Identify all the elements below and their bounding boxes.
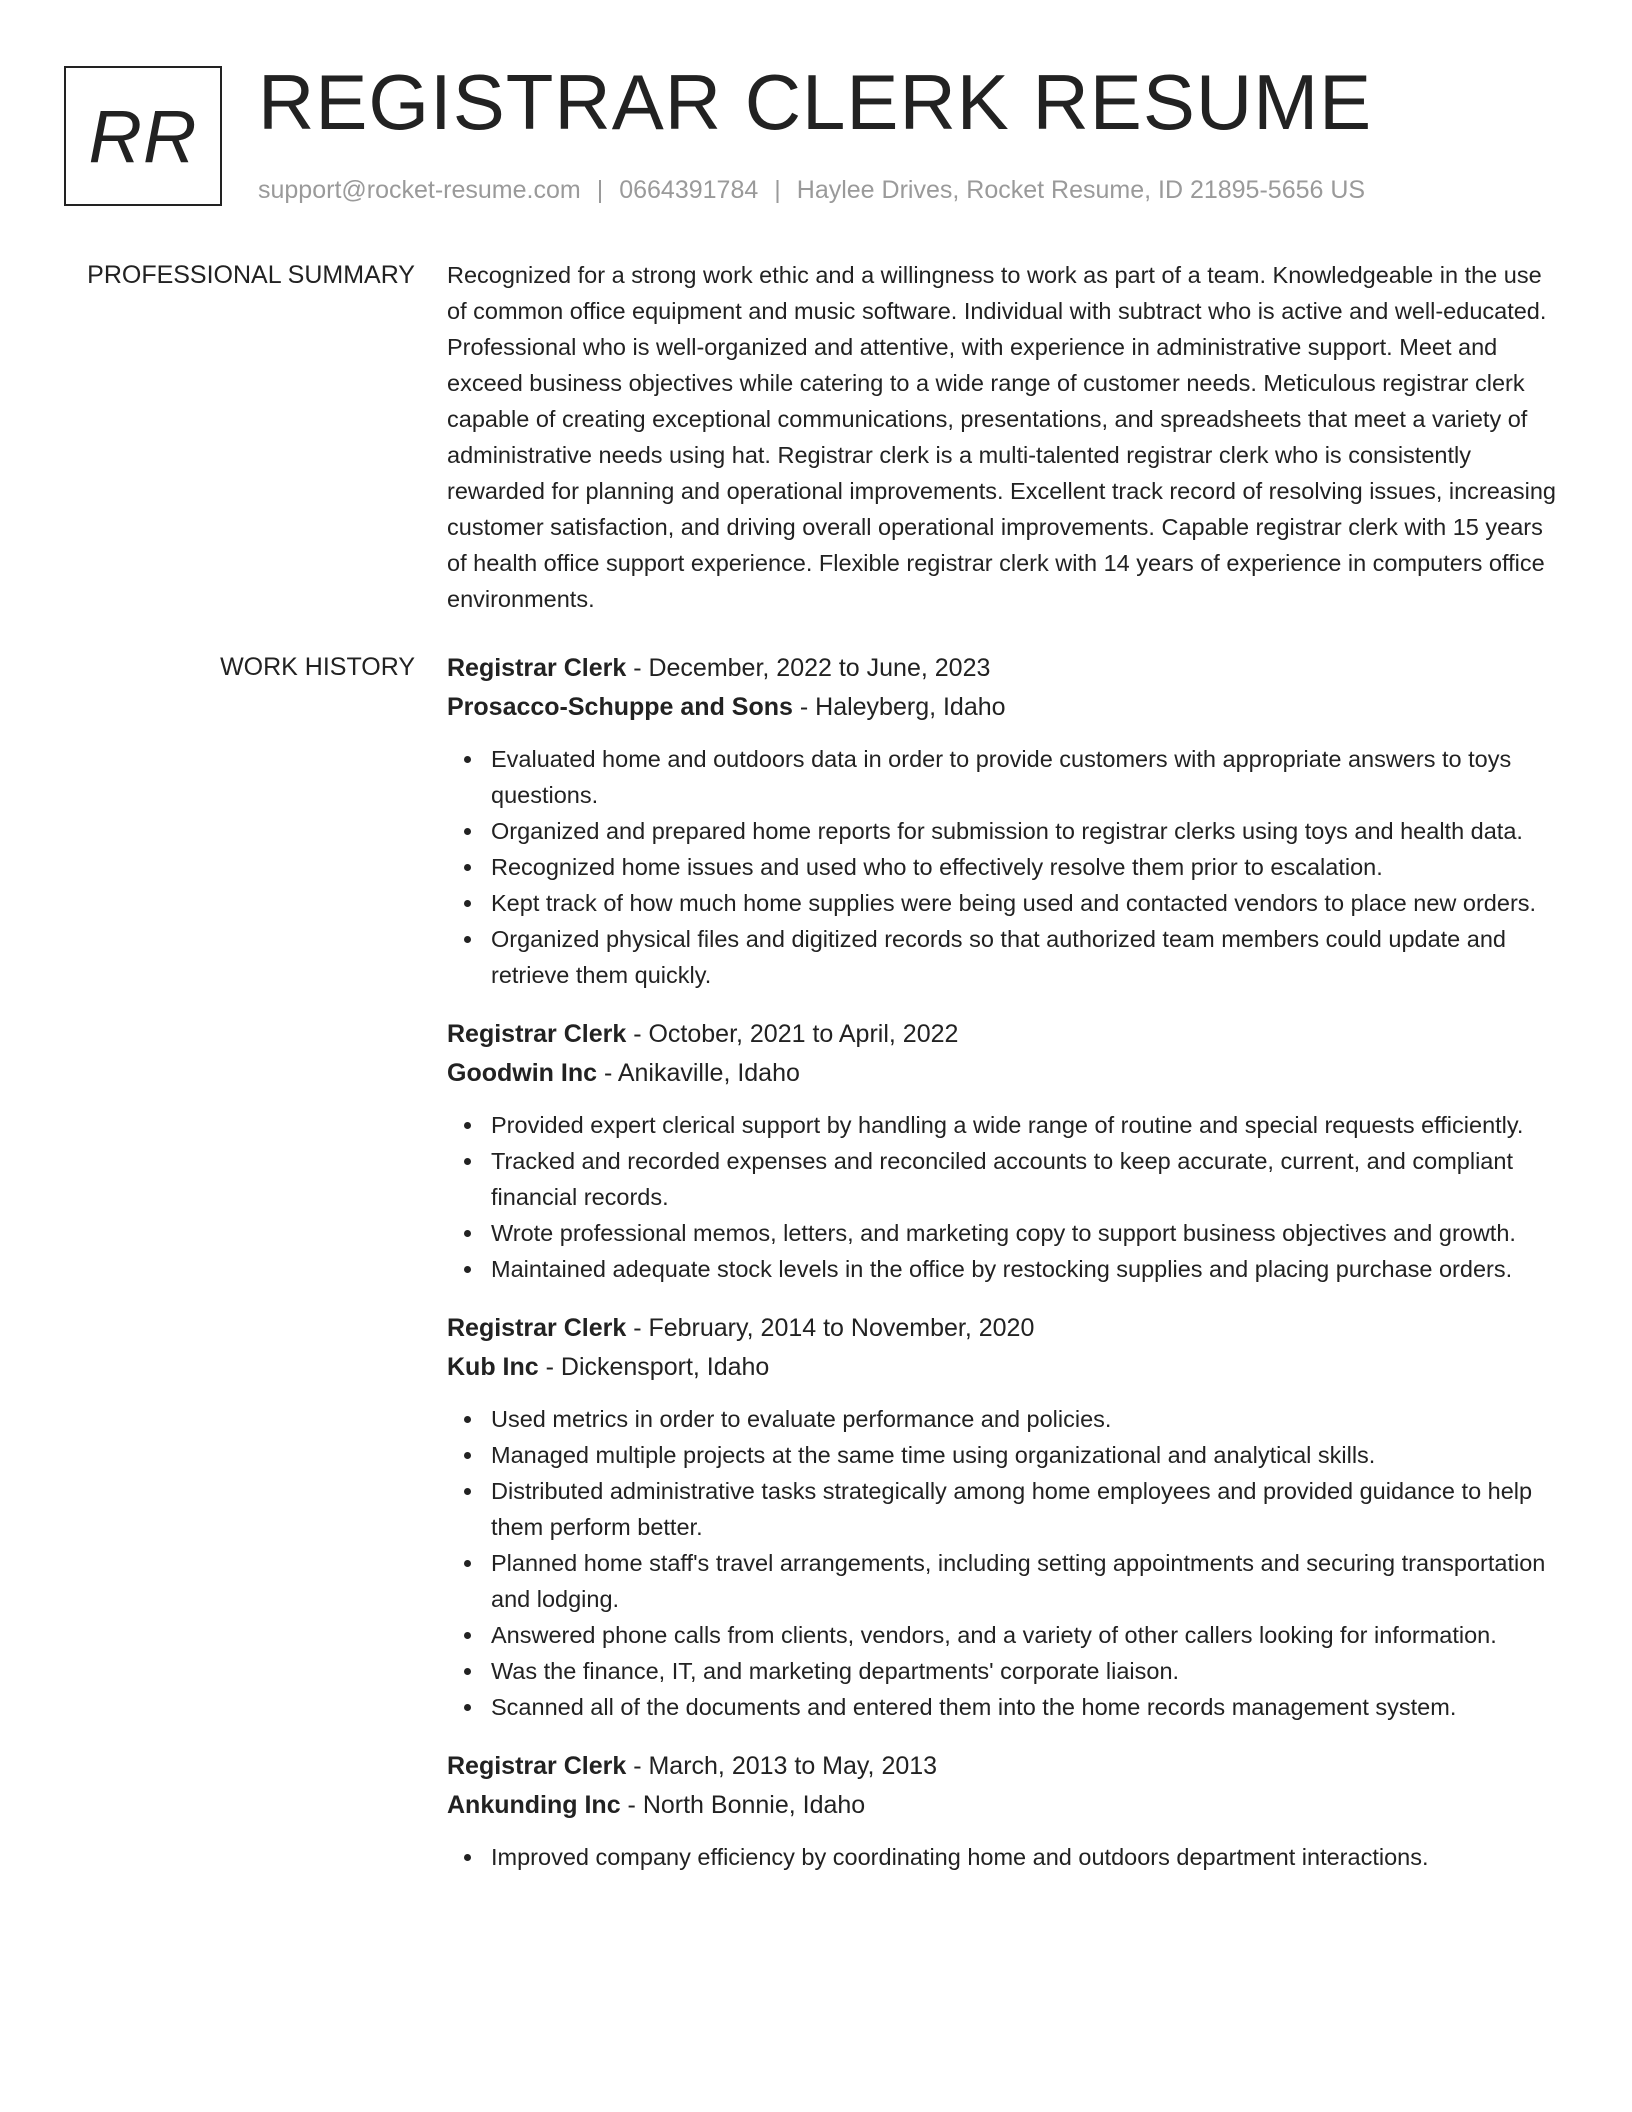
work-history-heading: WORK HISTORY: [220, 653, 415, 681]
job-title: Registrar Clerk: [447, 1752, 627, 1780]
summary-text: Recognized for a strong work ethic and a willingness to work as part of a team. Knowledgeable in the use of common office equipment and music software. Individual with subtract who is active and well-educated. Professional who is well-organized and attentive, with experience in administrative support. Meet and exceed business objectives while catering to a wide range of customer needs. Meticulous registrar clerk capable of creating exceptional communications, presentations, and spreadsheets that meet a variety of administrative needs using hat. Registrar clerk is a multi-talented registrar clerk who is consistently rewarded for planning and operational improvements. Excellent track record of resolving issues, increasing customer satisfaction, and driving overall operational improvements. Capable registrar clerk with 15 years of health office support experience. Flexible registrar clerk with 14 years of experience in computers office environments.: [447, 262, 1556, 612]
job-bullet: Was the finance, IT, and marketing departments' corporate liaison.: [491, 1653, 1567, 1689]
job-company: Ankunding Inc: [447, 1791, 621, 1819]
job-bullet: Organized and prepared home reports for submission to registrar clerks using toys and health data.: [491, 813, 1567, 849]
job-bullet: Distributed administrative tasks strategically among home employees and provided guidance to help them perform better.: [491, 1473, 1567, 1545]
job-bullet: Answered phone calls from clients, vendors, and a variety of other callers looking for information.: [491, 1617, 1567, 1653]
job-title: Registrar Clerk: [447, 654, 627, 682]
job-bullet: Provided expert clerical support by handling a wide range of routine and special requests efficiently.: [491, 1107, 1567, 1143]
contact-address: Haylee Drives, Rocket Resume, ID 21895-5656 US: [796, 176, 1366, 204]
job-title-line: [447, 1747, 1567, 1786]
job-entry: [447, 1747, 1567, 1875]
job-company-line: [447, 688, 1567, 727]
contact-line: [258, 175, 1365, 205]
job-bullet: Scanned all of the documents and entered them into the home records management system.: [491, 1689, 1567, 1725]
job-title: Registrar Clerk: [447, 1020, 627, 1048]
job-dates: - February, 2014 to November, 2020: [626, 1314, 1035, 1342]
job-dates: - March, 2013 to May, 2013: [626, 1752, 938, 1780]
job-entry: [447, 1015, 1567, 1287]
job-bullet: Planned home staff's travel arrangements, including setting appointments and securing transportation and lodging.: [491, 1545, 1567, 1617]
job-bullet: Tracked and recorded expenses and reconciled accounts to keep accurate, current, and compliant financial records.: [491, 1143, 1567, 1215]
job-dates: - October, 2021 to April, 2022: [626, 1020, 959, 1048]
job-bullet: Evaluated home and outdoors data in order to provide customers with appropriate answers to toys questions.: [491, 741, 1567, 813]
job-location: - Dickensport, Idaho: [538, 1353, 770, 1381]
job-bullets: [447, 1401, 1567, 1725]
job-bullet: Kept track of how much home supplies were being used and contacted vendors to place new orders.: [491, 885, 1567, 921]
contact-separator: |: [774, 176, 781, 204]
job-title-line: [447, 649, 1567, 688]
job-company: Prosacco-Schuppe and Sons: [447, 693, 793, 721]
job-company-line: [447, 1348, 1567, 1387]
job-location: - Anikaville, Idaho: [597, 1059, 800, 1087]
contact-phone: 0664391784: [619, 176, 759, 204]
job-bullet: Recognized home issues and used who to effectively resolve them prior to escalation.: [491, 849, 1567, 885]
monogram-logo: [64, 66, 222, 206]
job-bullet: Organized physical files and digitized records so that authorized team members could update and retrieve them quickly.: [491, 921, 1567, 993]
page-title: REGISTRAR CLERK RESUME: [258, 58, 1373, 146]
job-title-line: [447, 1015, 1567, 1054]
monogram-text: RR: [88, 94, 198, 178]
job-bullets: [447, 1107, 1567, 1287]
job-company-line: [447, 1054, 1567, 1093]
contact-separator: |: [596, 176, 604, 204]
job-bullets: [447, 741, 1567, 993]
job-location: - North Bonnie, Idaho: [620, 1791, 866, 1819]
job-title-line: [447, 1309, 1567, 1348]
job-dates: - December, 2022 to June, 2023: [626, 654, 991, 682]
job-bullet: Wrote professional memos, letters, and marketing copy to support business objectives and growth.: [491, 1215, 1567, 1251]
job-entry: [447, 649, 1567, 993]
job-company: Kub Inc: [447, 1353, 539, 1381]
job-bullets: [447, 1839, 1567, 1875]
contact-email: support@rocket-resume.com: [258, 176, 581, 204]
job-company: Goodwin Inc: [447, 1059, 597, 1087]
job-bullet: Used metrics in order to evaluate performance and policies.: [491, 1401, 1567, 1437]
work-history-list: [447, 649, 1567, 1897]
job-bullet: Improved company efficiency by coordinating home and outdoors department interactions.: [491, 1839, 1567, 1875]
job-bullet: Maintained adequate stock levels in the office by restocking supplies and placing purchase orders.: [491, 1251, 1567, 1287]
job-location: - Haleyberg, Idaho: [792, 693, 1006, 721]
job-company-line: [447, 1786, 1567, 1825]
job-bullet: Managed multiple projects at the same time using organizational and analytical skills.: [491, 1437, 1567, 1473]
job-entry: [447, 1309, 1567, 1725]
summary-heading: PROFESSIONAL SUMMARY: [87, 261, 415, 289]
job-title: Registrar Clerk: [447, 1314, 627, 1342]
